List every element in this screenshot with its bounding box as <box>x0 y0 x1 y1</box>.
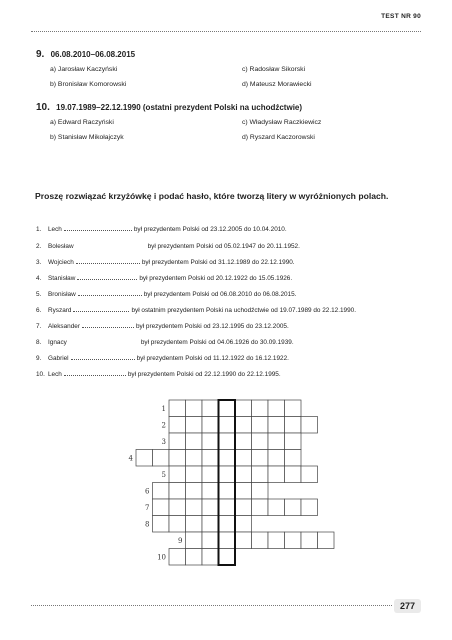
crossword-cell[interactable] <box>252 433 269 450</box>
crossword-cell[interactable] <box>186 549 203 566</box>
crossword-key-cell[interactable] <box>219 400 236 417</box>
crossword-cell[interactable] <box>252 400 269 417</box>
crossword-cell[interactable] <box>186 516 203 533</box>
crossword-cell[interactable] <box>169 483 186 500</box>
crossword-row <box>145 499 317 516</box>
crossword-cell[interactable] <box>153 450 170 467</box>
crossword-cell[interactable] <box>169 549 186 566</box>
crossword-cell[interactable] <box>268 466 285 483</box>
crossword-cell[interactable] <box>252 417 269 434</box>
crossword-instruction: Proszę rozwiązać krzyżówkę i podać hasło, które tworzą litery w wyróżnionych polach. <box>35 191 389 201</box>
crossword-key-cell[interactable] <box>219 532 236 549</box>
crossword-cell[interactable] <box>169 466 186 483</box>
crossword-cell[interactable] <box>252 483 269 500</box>
answer-option[interactable]: b) Stanisław Mikołajczyk <box>50 134 124 141</box>
crossword-cell[interactable] <box>202 483 219 500</box>
crossword-cell[interactable] <box>153 483 170 500</box>
crossword-key-cell[interactable] <box>219 417 236 434</box>
crossword-cell[interactable] <box>285 532 302 549</box>
crossword-cell[interactable] <box>285 417 302 434</box>
crossword-cell[interactable] <box>235 499 252 516</box>
crossword-cell[interactable] <box>186 499 203 516</box>
crossword-row-number: 8 <box>145 520 150 529</box>
crossword-cell[interactable] <box>301 499 318 516</box>
crossword-row <box>162 466 318 483</box>
crossword-row <box>162 400 301 417</box>
crossword-cell[interactable] <box>301 466 318 483</box>
crossword-cell[interactable] <box>186 400 203 417</box>
answer-option[interactable]: d) Mateusz Morawiecki <box>242 81 312 88</box>
crossword-cell[interactable] <box>268 499 285 516</box>
crossword-row-number: 1 <box>161 405 166 414</box>
crossword-cell[interactable] <box>186 532 203 549</box>
crossword-row <box>178 532 334 549</box>
crossword-cell[interactable] <box>235 417 252 434</box>
footer-divider <box>31 605 392 606</box>
answer-option[interactable]: a) Edward Raczyński <box>50 119 114 126</box>
crossword-cell[interactable] <box>285 450 302 467</box>
crossword-cell[interactable] <box>186 417 203 434</box>
crossword-cell[interactable] <box>202 466 219 483</box>
answer-option[interactable]: b) Bronisław Komorowski <box>50 81 127 88</box>
crossword-cell[interactable] <box>169 400 186 417</box>
crossword-cell[interactable] <box>285 466 302 483</box>
clue-item: 10. Lech był prezydentem Polski od 22.12.1990 do 22.12.1995. <box>36 371 281 378</box>
crossword-cell[interactable] <box>169 450 186 467</box>
crossword-cell[interactable] <box>202 516 219 533</box>
crossword-cell[interactable] <box>268 417 285 434</box>
clue-item: 6. Ryszard był ostatnim prezydentem Polski na uchodźctwie od 19.07.1989 do 22.12.1990. <box>36 307 356 314</box>
crossword-cell[interactable] <box>202 499 219 516</box>
answer-option[interactable]: a) Jarosław Kaczyński <box>50 66 118 73</box>
crossword-row-number: 3 <box>161 438 166 447</box>
crossword-cell[interactable] <box>301 532 318 549</box>
crossword-cell[interactable] <box>169 516 186 533</box>
crossword-row <box>162 417 318 434</box>
crossword-cell[interactable] <box>235 400 252 417</box>
clue-item: 5. Bronisław był prezydentem Polski od 06.08.2010 do 06.08.2015. <box>36 291 297 298</box>
crossword-cell[interactable] <box>235 450 252 467</box>
page-number: 277 <box>394 599 421 613</box>
crossword-cell[interactable] <box>153 516 170 533</box>
crossword-cell[interactable] <box>268 532 285 549</box>
crossword-cell[interactable] <box>202 450 219 467</box>
crossword-cell[interactable] <box>318 532 335 549</box>
crossword-row <box>157 549 235 566</box>
crossword-cell[interactable] <box>235 532 252 549</box>
crossword-key-cell[interactable] <box>219 516 236 533</box>
crossword-row-number: 6 <box>145 487 150 496</box>
crossword-key-cell[interactable] <box>219 549 236 566</box>
crossword-cell[interactable] <box>252 466 269 483</box>
crossword-cell[interactable] <box>268 433 285 450</box>
clue-item: 7. Aleksander był prezydentem Polski od 23.12.1995 do 23.12.2005. <box>36 323 289 330</box>
crossword-cell[interactable] <box>202 417 219 434</box>
crossword-row-number: 5 <box>161 471 166 480</box>
crossword-cell[interactable] <box>235 516 252 533</box>
crossword-cell[interactable] <box>268 450 285 467</box>
crossword-key-cell[interactable] <box>219 433 236 450</box>
crossword-cell[interactable] <box>169 417 186 434</box>
crossword-cell[interactable] <box>202 433 219 450</box>
crossword-cell[interactable] <box>235 433 252 450</box>
clue-item: 2. Bolesław był prezydentem Polski od 05.02.1947 do 20.11.1952. <box>36 243 300 250</box>
crossword-cell[interactable] <box>186 450 203 467</box>
answer-option[interactable]: c) Radosław Sikorski <box>242 66 306 73</box>
crossword-cell[interactable] <box>202 549 219 566</box>
clue-item: 9. Gabriel był prezydentem Polski od 11.12.1922 do 16.12.1922. <box>36 355 289 362</box>
crossword-cell[interactable] <box>235 466 252 483</box>
crossword-row-number: 10 <box>157 553 166 562</box>
crossword-row-number: 9 <box>178 537 183 546</box>
crossword-cell[interactable] <box>186 433 203 450</box>
crossword-row <box>145 483 268 500</box>
crossword-row <box>162 433 301 450</box>
crossword-cell[interactable] <box>186 466 203 483</box>
clue-item: 8. Ignacy był prezydentem Polski od 04.06.1926 do 30.09.1939. <box>36 339 294 346</box>
crossword-cell[interactable] <box>285 499 302 516</box>
crossword-cell[interactable] <box>252 450 269 467</box>
crossword-row-number: 4 <box>128 454 133 463</box>
crossword-cell[interactable] <box>252 532 269 549</box>
crossword-cell[interactable] <box>301 417 318 434</box>
crossword-cell[interactable] <box>235 483 252 500</box>
crossword-cell[interactable] <box>202 400 219 417</box>
crossword-row-number: 2 <box>161 421 166 430</box>
crossword-cell[interactable] <box>285 400 302 417</box>
question-dates: 06.08.2010–06.08.2015 <box>50 50 136 59</box>
crossword-cell[interactable] <box>169 499 186 516</box>
crossword-cell[interactable] <box>202 532 219 549</box>
clue-item: 3. Wojciech był prezydentem Polski od 31.12.1989 do 22.12.1990. <box>36 259 295 266</box>
crossword-cell[interactable] <box>136 450 153 467</box>
crossword-key-cell[interactable] <box>219 483 236 500</box>
page-header-title: TEST NR 90 <box>381 13 421 20</box>
answer-option[interactable]: c) Władysław Raczkiewicz <box>242 119 322 126</box>
clue-item: 4. Stanisław był prezydentem Polski od 20.12.1922 do 15.05.1926. <box>36 275 293 282</box>
answer-option[interactable]: d) Ryszard Kaczorowski <box>242 134 315 141</box>
clue-item: 1. Lech był prezydentem Polski od 23.12.2005 do 10.04.2010. <box>36 226 287 233</box>
crossword-cell[interactable] <box>268 400 285 417</box>
crossword-cell[interactable] <box>186 483 203 500</box>
crossword-key-cell[interactable] <box>219 450 236 467</box>
crossword-key-cell[interactable] <box>219 466 236 483</box>
crossword-row-number: 7 <box>145 504 150 513</box>
question-number: 9. <box>36 49 45 60</box>
question-dates: 19.07.1989–22.12.1990 (ostatni prezydent Polski na uchodźctwie) <box>56 103 303 112</box>
crossword-cell[interactable] <box>153 499 170 516</box>
crossword-cell[interactable] <box>252 499 269 516</box>
crossword-cell[interactable] <box>169 433 186 450</box>
crossword-cell[interactable] <box>285 433 302 450</box>
crossword-row <box>129 450 301 467</box>
crossword-key-cell[interactable] <box>219 499 236 516</box>
question-number: 10. <box>36 102 50 113</box>
